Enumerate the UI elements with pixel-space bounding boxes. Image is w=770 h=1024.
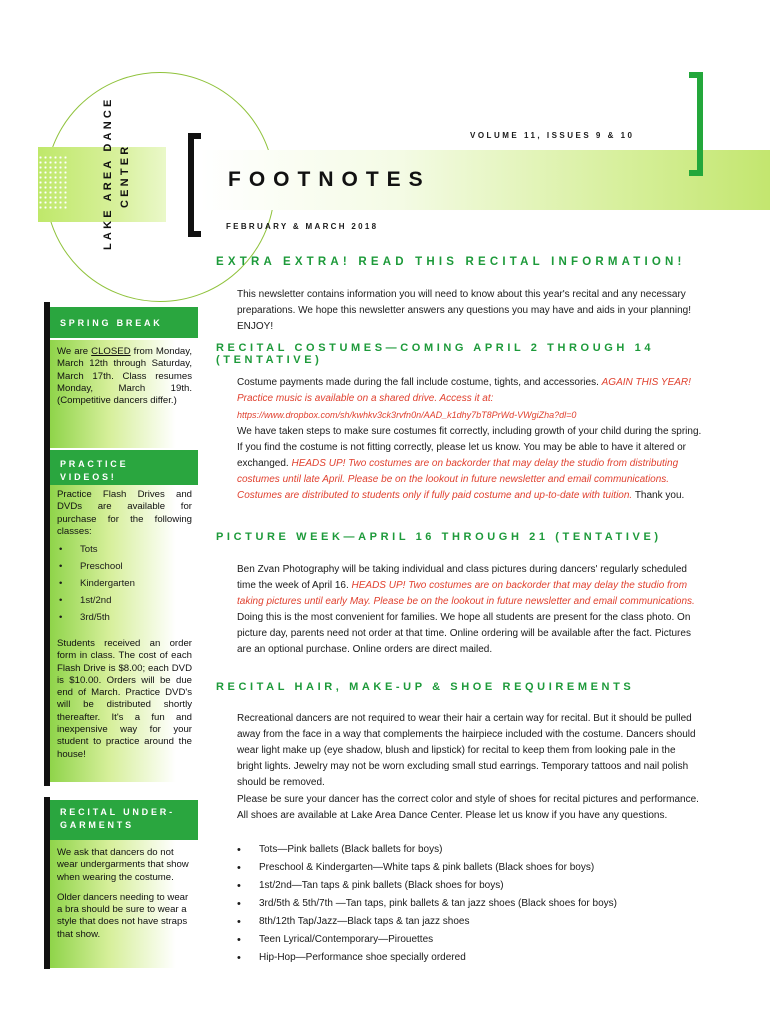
picture-week-paragraph bbox=[237, 562, 702, 658]
list-item: • Teen Lyrical/Contemporary—Pirouettes bbox=[237, 931, 707, 949]
spring-break-text bbox=[57, 346, 192, 407]
list-item: • 3rd/5th & 5th/7th —Tan taps, pink ballets & tan jazz shoes (Black shoes for boys) bbox=[237, 895, 707, 913]
hair-paragraph-2: Please be sure your dancer has the correct color and style of shoes for recital pictures and performance. All shoes are available at Lake Area Dance Center. Please let us know if you have any questions. bbox=[237, 794, 699, 821]
shoe-list bbox=[237, 841, 707, 967]
costumes-p2-end: Thank you. bbox=[632, 490, 685, 501]
list-item: • 3rd/5th bbox=[57, 609, 135, 626]
list-item: • 1st/2nd bbox=[57, 592, 135, 609]
intro-paragraph: This newsletter contains information you will need to know about this year's recital and any necessary preparations. We hope this newsletter answers any questions you may have and aids in your planning! ENJOY! bbox=[237, 289, 691, 332]
picture-text-2: Doing this is the most convenient for families. We hope all students are present for the class photo. On picture day, parents need not order at that time. Online ordering will be available after the fact. Pictures are an optional purchase. Online orders are direct mailed. bbox=[237, 612, 691, 655]
hair-heading: RECITAL HAIR, MAKE-UP & SHOE REQUIREMENTS bbox=[216, 681, 635, 693]
practice-heading-line2: VIDEOS! bbox=[60, 472, 117, 482]
closed-label: CLOSED bbox=[91, 346, 131, 357]
costumes-heading bbox=[216, 342, 654, 366]
costumes-link-line bbox=[237, 407, 700, 424]
list-item: • 8th/12th Tap/Jazz—Black taps & tan jazz shoes bbox=[237, 913, 707, 931]
dropbox-link[interactable]: https://www.dropbox.com/sh/kwhkv3ck3rvfn0n/AAD_k1dhy7bT8PrWd-VWgiZha?dl=0 bbox=[237, 410, 577, 420]
hair-paragraph-1: Recreational dancers are not required to wear their hair a certain way for recital. But it should be pulled away from the face in a way that complements the hairpiece included with the costume. Dancers should wear light make up (eye shadow, blush and lipstick) for recital to keep them from looking pale in the bright lights. Jewelry may not be worn excluding small stud earrings. Temporary tattoos and nail polish should be removed. bbox=[237, 713, 696, 788]
undergarments-text bbox=[57, 847, 192, 941]
org-name-line2: CENTER bbox=[119, 143, 131, 208]
issue-date: FEBRUARY & MARCH 2018 bbox=[226, 222, 379, 231]
list-item: • 1st/2nd—Tan taps & pink ballets (Black shoes for boys) bbox=[237, 877, 707, 895]
practice-videos-heading bbox=[50, 450, 198, 485]
costumes-paragraph-1 bbox=[237, 375, 700, 407]
picture-text-1: Ben Zvan Photography will be taking individual and class pictures during dancers' regularly scheduled time the week of April 16. bbox=[237, 564, 687, 591]
list-item: • Tots bbox=[57, 541, 135, 558]
main-headline: EXTRA EXTRA! READ THIS RECITAL INFORMATION! bbox=[216, 256, 686, 268]
picture-highlight: HEADS UP! Two costumes are on backorder that may delay the studio from taking pictures until early May. Please be on the lookout in future newsletter and email communications. bbox=[237, 580, 695, 607]
costumes-paragraph-2 bbox=[237, 424, 702, 504]
undergarments-heading-line1: RECITAL UNDER- bbox=[60, 807, 175, 817]
costumes-heading-line1: RECITAL COSTUMES—COMING APRIL 2 THROUGH 14 bbox=[216, 342, 655, 354]
costumes-p1-highlight: AGAIN THIS YEAR! Practice music is available on a shared drive. Access it at: bbox=[237, 377, 691, 404]
spring-break-text-post: from Monday, March 12th through Saturday, March 17th. Class resumes Monday, March 19th. (Competitive dancers differ.) bbox=[57, 346, 192, 407]
volume-line: VOLUME 11, ISSUES 9 & 10 bbox=[470, 131, 635, 140]
undergarments-heading-line2: GARMENTS bbox=[60, 820, 134, 830]
list-item: • Hip-Hop—Performance shoe specially ordered bbox=[237, 949, 707, 967]
picture-week-heading: PICTURE WEEK—APRIL 16 THROUGH 21 (TENTATIVE) bbox=[216, 531, 662, 543]
undergarments-heading bbox=[50, 800, 198, 840]
list-item: • Preschool bbox=[57, 558, 135, 575]
list-item: • Kindergarten bbox=[57, 575, 135, 592]
list-item: • Tots—Pink ballets (Black ballets for boys) bbox=[237, 841, 707, 859]
costumes-p1-text: Costume payments made during the fall include costume, tights, and accessories. bbox=[237, 377, 602, 388]
practice-outro: Students received an order form in class. The cost of each Flash Drive is $8.00; each DVD is $10.00. Orders will be due end of March. Practice DVD's will be distributed shortly thereafter. It's a fun and inexpensive way for your student to practice around the house! bbox=[57, 638, 192, 760]
org-name-vertical bbox=[100, 96, 134, 250]
costumes-p2-highlight: HEADS UP! Two costumes are on backorder that may delay the studio from distributing costumes until late April. Please be on the lookout in future newsletter and email communications. Costumes are distributed to students only if fully paid costume and up-to-date with tuition. bbox=[237, 458, 679, 501]
spring-break-text-pre: We are bbox=[57, 346, 92, 357]
practice-intro: Practice Flash Drives and DVDs are available for purchase for the following classes: bbox=[57, 489, 192, 537]
costumes-heading-line2: (TENTATIVE) bbox=[216, 354, 323, 366]
list-item: • Preschool & Kindergarten—White taps & pink ballets (Black shoes for boys) bbox=[237, 859, 707, 877]
costumes-p2-text: We have taken steps to make sure costumes fit correctly, including growth of your child during the spring. If you find the costume is not fitting correctly, please let us know. You may be able to have it altered or exchanged. bbox=[237, 426, 702, 469]
undergarments-p1: We ask that dancers do not wear undergarments that show when wearing the costume. bbox=[57, 847, 189, 883]
practice-heading-line1: PRACTICE bbox=[60, 459, 129, 469]
undergarments-p2: Older dancers needing to wear a bra should be sure to wear a style that does not have straps that show. bbox=[57, 891, 189, 940]
dot-pattern bbox=[38, 155, 68, 210]
right-bracket bbox=[689, 72, 703, 176]
left-bracket bbox=[188, 133, 201, 237]
spring-break-heading: SPRING BREAK bbox=[50, 307, 198, 338]
practice-class-list bbox=[57, 541, 135, 626]
newsletter-title: FOOTNOTES bbox=[228, 168, 431, 191]
org-name-line1: LAKE AREA DANCE bbox=[102, 96, 114, 250]
